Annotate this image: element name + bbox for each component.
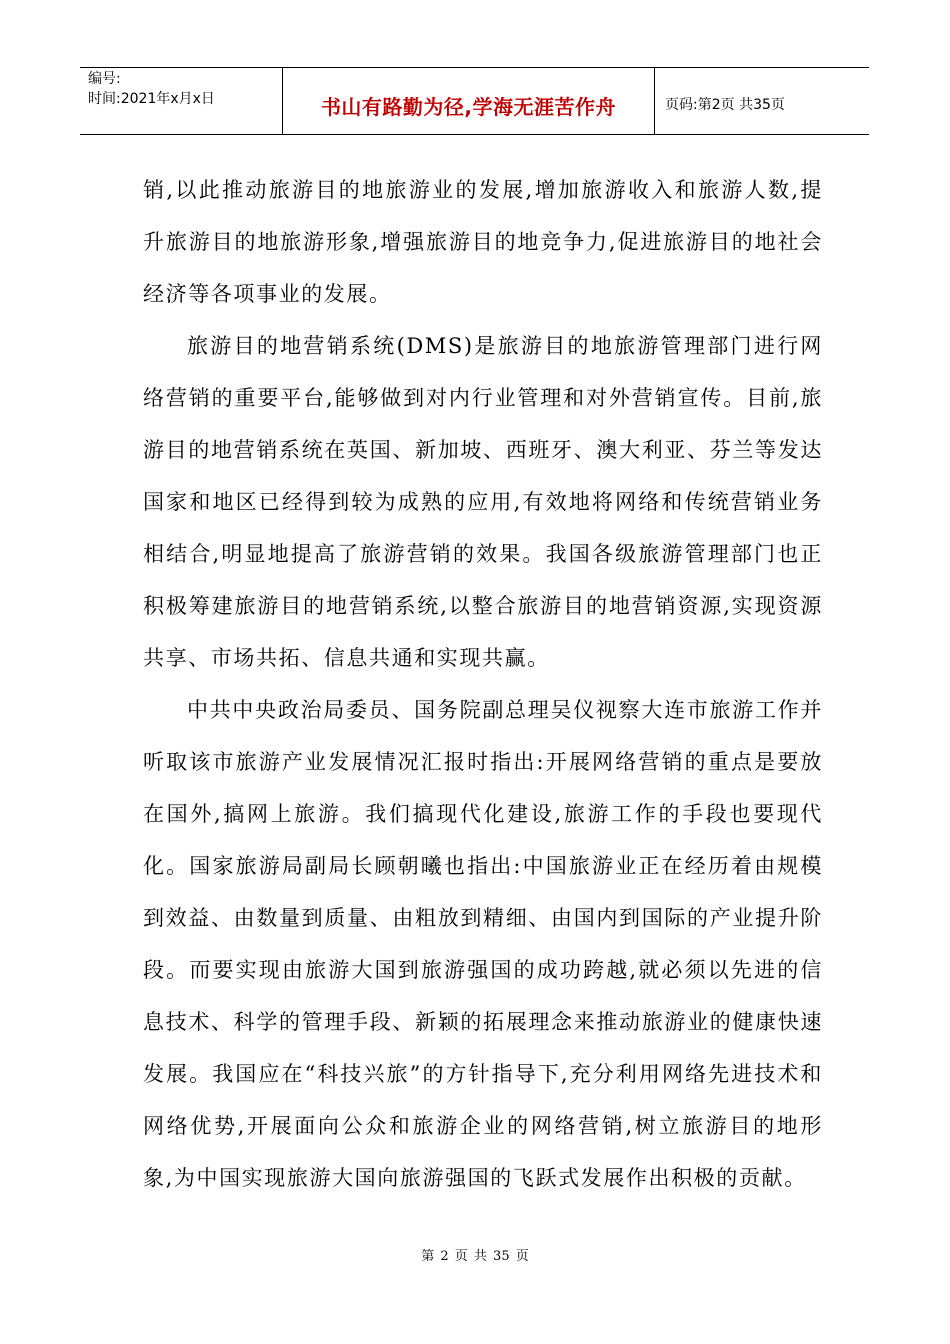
body-paragraph: 中共中央政治局委员、国务院副总理吴仪视察大连市旅游工作并听取该市旅游产业发展情况汇报时指出:开展网络营销的重点是要放在国外,搞网上旅游。我们搞现代化建设,旅游工作的手段也要现代化。国家旅游局副局长顾朝曦也指出:中国旅游业正在经历着由规模到效益、由数量到质量、由粗放到精细、由国内到国际的产业提升阶段。而要实现由旅游大国到旅游强国的成功跨越,就必须以先进的信息技术、科学的管理手段、新颖的拓展理念来推动旅游业的健康快速发展。我国应在“科技兴旅”的方针指导下,充分利用网络先进技术和网络优势,开展面向公众和旅游企业的网络营销,树立旅游目的地形象,为中国实现旅游大国向旅游强国的飞跃式发展作出积极的贡献。: [143, 698, 823, 1190]
page-header: [80, 67, 869, 135]
body-paragraph: 销,以此推动旅游目的地旅游业的发展,增加旅游收入和旅游人数,提升旅游目的地旅游形象,增强旅游目的地竞争力,促进旅游目的地社会经济等各项事业的发展。: [143, 178, 823, 306]
page-footer: 第 2 页 共 35 页: [421, 1249, 529, 1264]
header-meta-cell: [80, 68, 283, 134]
header-motto: 书山有路勤为径,学海无涯苦作舟: [320, 94, 617, 119]
document-body: [143, 164, 823, 1204]
header-motto-cell: [283, 68, 655, 134]
document-number-label: 编号:: [88, 71, 121, 87]
body-paragraph: 旅游目的地营销系统(DMS)是旅游目的地旅游管理部门进行网络营销的重要平台,能够做到对内行业管理和对外营销宣传。目前,旅游目的地营销系统在英国、新加坡、西班牙、澳大利亚、芬兰等发达国家和地区已经得到较为成熟的应用,有效地将网络和传统营销业务相结合,明显地提高了旅游营销的效果。我国各级旅游管理部门也正积极筹建旅游目的地营销系统,以整合旅游目的地营销资源,实现资源共享、市场共拓、信息共通和实现共赢。: [143, 334, 823, 670]
header-page-cell: [655, 68, 869, 134]
header-page-number: 页码:第2页 共35页: [665, 97, 785, 113]
document-date-label: 时间:2021年x月x日: [88, 91, 215, 107]
